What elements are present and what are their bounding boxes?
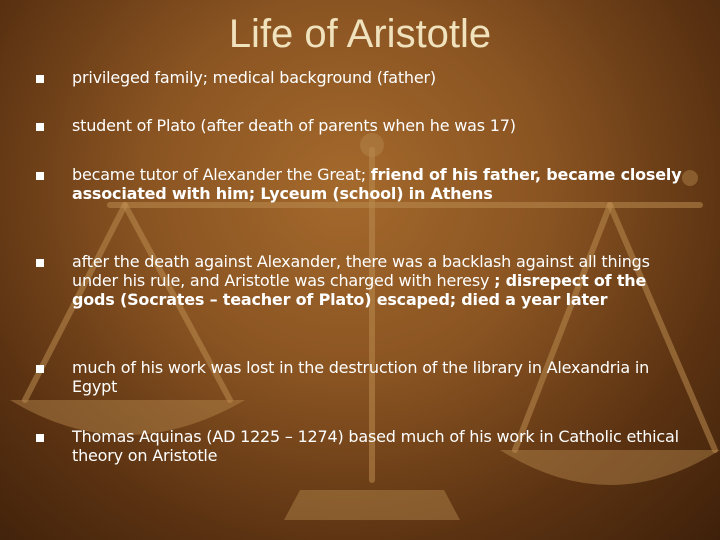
bullet-text [72, 358, 682, 396]
bullet-text [72, 165, 682, 203]
bullet-text [72, 68, 682, 87]
square-bullet-icon [36, 434, 44, 442]
square-bullet-icon [36, 259, 44, 267]
bullet-text-run: privileged family; medical background (father) [72, 68, 436, 87]
bullet-text-run: after the death against Alexander, there was a backlash against all things under his rule, and Aristotle was charged with heresy [72, 252, 650, 290]
slide-title: Life of Aristotle [228, 12, 492, 56]
bullet-text-run: Thomas Aquinas (AD 1225 – 1274) based much of his work in Catholic ethical theory on Aristotle [72, 427, 679, 465]
bullet-text-run: became tutor of Alexander the Great; [72, 165, 371, 184]
bullet-text-run: student of Plato (after death of parents when he was 17) [72, 116, 516, 135]
bullet-text-run: much of his work was lost in the destruction of the library in Alexandria in Egypt [72, 358, 650, 396]
square-bullet-icon [36, 123, 44, 131]
bullet-text-bold: friend of his father, became closely associated with him; Lyceum (school) in Athens [72, 165, 682, 203]
bullet-text [72, 427, 682, 465]
bullet-text [72, 252, 682, 309]
square-bullet-icon [36, 172, 44, 180]
bullet-text [72, 116, 682, 135]
square-bullet-icon [36, 365, 44, 373]
square-bullet-icon [36, 75, 44, 83]
bullet-text-bold: ; disrepect of the gods (Socrates – teacher of Plato) escaped; died a year later [72, 271, 647, 309]
